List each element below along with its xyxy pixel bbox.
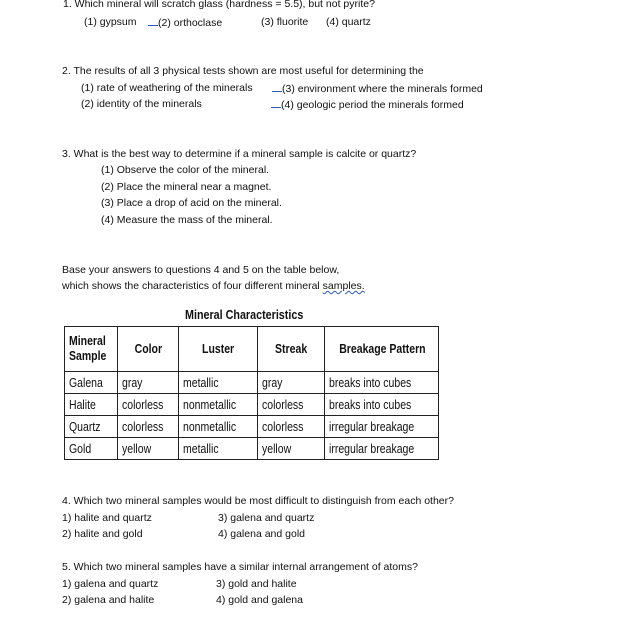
cell-streak: gray [258, 372, 325, 394]
table-title: Mineral Characteristics [185, 308, 304, 322]
answer-blank [148, 16, 158, 26]
q1-option-1: (1) gypsum [84, 16, 137, 28]
answer-blank [271, 98, 281, 108]
q2-option-1: (1) rate of weathering of the minerals [81, 82, 253, 94]
q2-option-2: (2) identity of the minerals [81, 98, 202, 110]
intro-line-2: which shows the characteristics of four different mineral samples. [62, 280, 365, 292]
cell-breakage: breaks into cubes [325, 394, 439, 416]
q4-option-4: 4) galena and gold [218, 528, 305, 540]
question-2-stem: 2. The results of all 3 physical tests shown are most useful for determining the [62, 65, 424, 77]
cell-mineral: Quartz [65, 416, 118, 438]
table-row [65, 416, 439, 438]
q1-option-4: (4) quartz [326, 16, 371, 28]
q4-option-3: 3) galena and quartz [218, 512, 315, 524]
q3-option-1: (1) Observe the color of the mineral. [101, 164, 270, 176]
table-row [65, 372, 439, 394]
cell-luster: metallic [179, 372, 258, 394]
header-color: Color [118, 327, 179, 372]
mineral-characteristics-table [64, 326, 439, 460]
cell-color: gray [118, 372, 179, 394]
q5-option-4: 4) gold and galena [216, 594, 303, 606]
header-breakage: Breakage Pattern [325, 327, 439, 372]
table-header-row [65, 327, 439, 372]
header-mineral-sample: Mineral Sample [65, 327, 118, 372]
cell-breakage: irregular breakage [325, 438, 439, 460]
question-3-stem: 3. What is the best way to determine if a mineral sample is calcite or quartz? [62, 148, 417, 160]
cell-color: colorless [118, 394, 179, 416]
cell-mineral: Gold [65, 438, 118, 460]
answer-blank [272, 82, 282, 92]
cell-luster: nonmetallic [179, 394, 258, 416]
intro-line-1: Base your answers to questions 4 and 5 on the table below, [62, 264, 340, 276]
q5-option-1: 1) galena and quartz [62, 578, 159, 590]
cell-streak: colorless [258, 394, 325, 416]
cell-breakage: breaks into cubes [325, 372, 439, 394]
cell-mineral: Halite [65, 394, 118, 416]
cell-luster: nonmetallic [179, 416, 258, 438]
q3-option-4: (4) Measure the mass of the mineral. [101, 214, 273, 226]
question-5-stem: 5. Which two mineral samples have a similar internal arrangement of atoms? [62, 561, 418, 573]
cell-color: yellow [118, 438, 179, 460]
header-luster: Luster [179, 327, 258, 372]
question-1-stem: 1. Which mineral will scratch glass (hardness = 5.5), but not pyrite? [63, 0, 375, 10]
q3-option-3: (3) Place a drop of acid on the mineral. [101, 197, 282, 209]
cell-luster: metallic [179, 438, 258, 460]
q1-option-3: (3) fluorite [261, 16, 309, 28]
q2-option-3: (3) environment where the minerals formed [272, 82, 483, 96]
q1-option-2: (2) orthoclase [148, 16, 222, 30]
cell-streak: colorless [258, 416, 325, 438]
q2-option-4: (4) geologic period the minerals formed [271, 98, 464, 112]
q3-option-2: (2) Place the mineral near a magnet. [101, 181, 272, 193]
cell-breakage: irregular breakage [325, 416, 439, 438]
question-4-stem: 4. Which two mineral samples would be most difficult to distinguish from each other? [62, 495, 454, 507]
cell-streak: yellow [258, 438, 325, 460]
q4-option-1: 1) halite and quartz [62, 512, 152, 524]
table-row [65, 438, 439, 460]
q5-option-2: 2) galena and halite [62, 594, 155, 606]
header-streak: Streak [258, 327, 325, 372]
q5-option-3: 3) gold and halite [216, 578, 297, 590]
q4-option-2: 2) halite and gold [62, 528, 143, 540]
cell-color: colorless [118, 416, 179, 438]
table-row [65, 394, 439, 416]
cell-mineral: Galena [65, 372, 118, 394]
